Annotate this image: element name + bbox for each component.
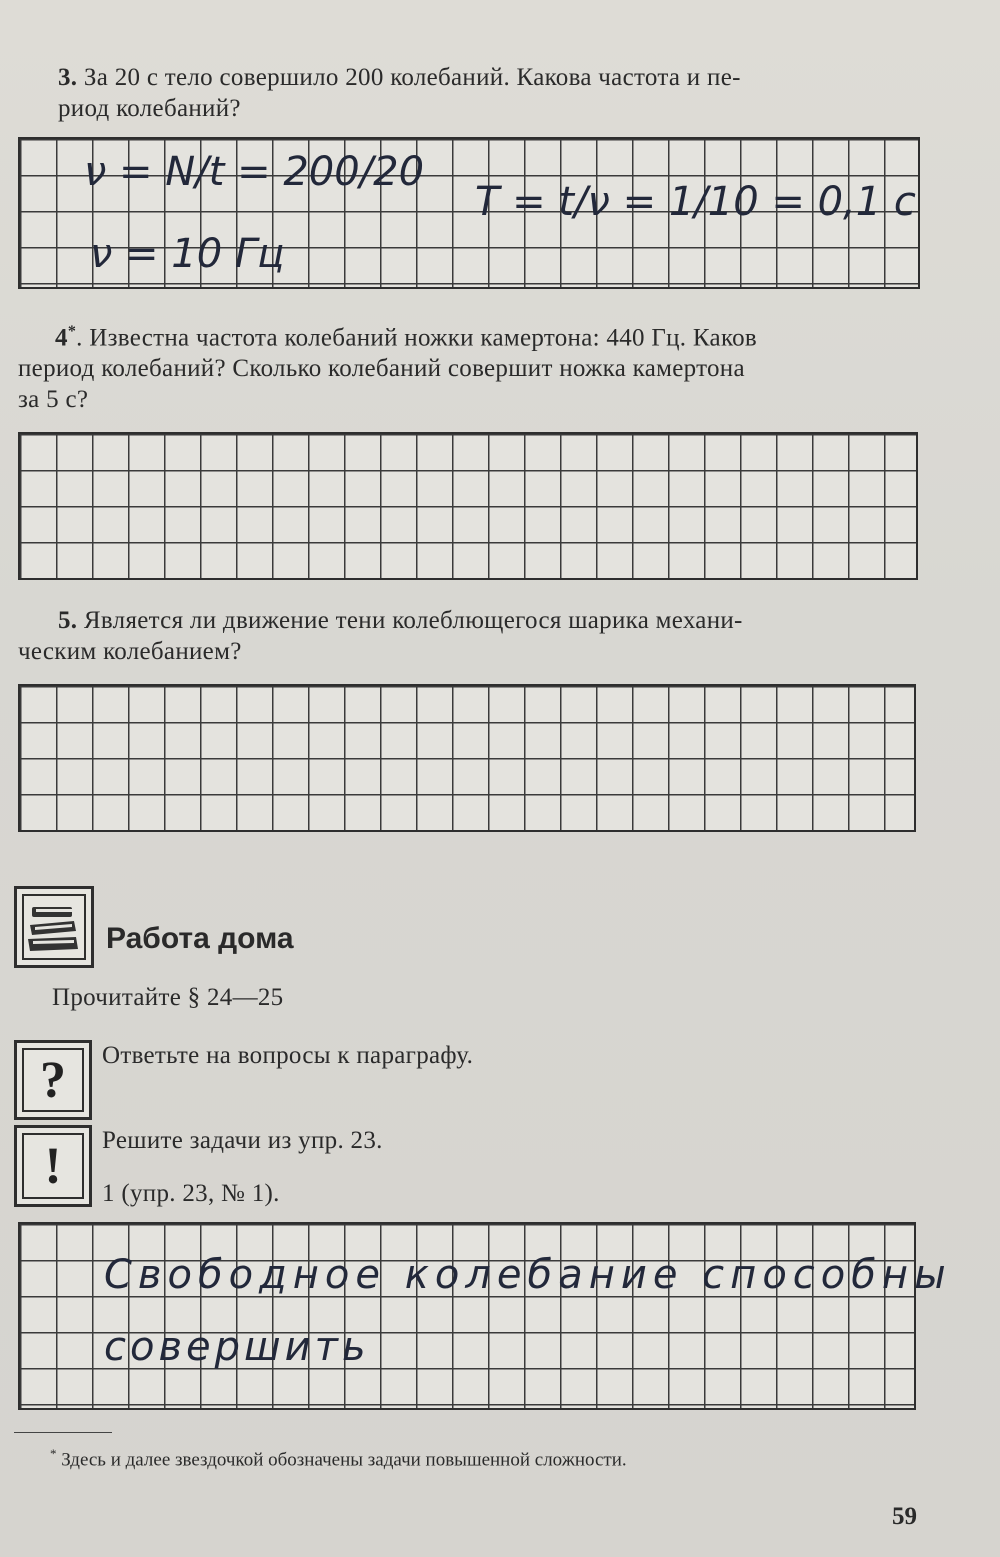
books-icon (22, 894, 86, 960)
task3-text-line1: За 20 с тело совершило 200 колебаний. Какова частота и пе- (83, 64, 741, 91)
task5-text-line2: ческим колебанием? (18, 638, 242, 665)
task4-answer-grid[interactable] (18, 432, 918, 580)
homework-subtask: 1 (упр. 23, № 1). (102, 1180, 280, 1207)
homework-title: Работа дома (106, 922, 294, 955)
task4-text-line2: период колебаний? Сколько колебаний совершит ножка камертона (18, 355, 745, 383)
footnote-divider (14, 1432, 112, 1433)
task3-question (58, 62, 741, 124)
task5-answer-grid[interactable] (18, 684, 916, 832)
homework-handwriting-line2: совершить (104, 1324, 370, 1370)
task5-number: 5. (58, 607, 78, 634)
task3-handwriting-line1: ν = N/t = 200/20 (84, 149, 425, 195)
task3-handwriting-line3: T = t/ν = 1/10 = 0,1 c (475, 179, 916, 225)
homework-handwriting-line1: Свободное колебание способны (104, 1252, 952, 1298)
exclamation-mark-icon: ! (22, 1133, 84, 1199)
footnote-star: * (50, 1446, 57, 1461)
exclaim-badge (14, 1125, 92, 1207)
question-mark-icon: ? (22, 1048, 84, 1112)
footnote-text: Здесь и далее звездочкой обозначены задачи повышенной сложности. (56, 1449, 627, 1471)
homework-read: Прочитайте § 24—25 (52, 984, 284, 1011)
task3-number: 3. (58, 64, 78, 91)
task4-question (18, 316, 757, 415)
task4-number: 4 (55, 324, 68, 352)
task3-handwriting-line2: ν = 10 Гц (90, 231, 285, 277)
homework-question-text: Ответьте на вопросы к параграфу. (102, 1042, 474, 1069)
task4-text-line1: . Известна частота колебаний ножки камертона: 440 Гц. Каков (76, 324, 758, 352)
task5-question (18, 605, 743, 667)
task4-star: * (67, 323, 77, 340)
homework-badge (14, 886, 94, 968)
task3-answer-grid[interactable] (18, 137, 920, 289)
question-badge (14, 1040, 92, 1120)
task4-text-line3: за 5 с? (18, 386, 89, 414)
footnote (50, 1442, 627, 1472)
page-number: 59 (892, 1503, 917, 1530)
task5-text-line1: Является ли движение тени колеблющегося шарика механи- (83, 607, 743, 634)
homework-exclaim-text: Решите задачи из упр. 23. (102, 1127, 383, 1154)
task3-text-line2: риод колебаний? (58, 95, 241, 122)
homework-answer-grid[interactable] (18, 1222, 952, 1410)
